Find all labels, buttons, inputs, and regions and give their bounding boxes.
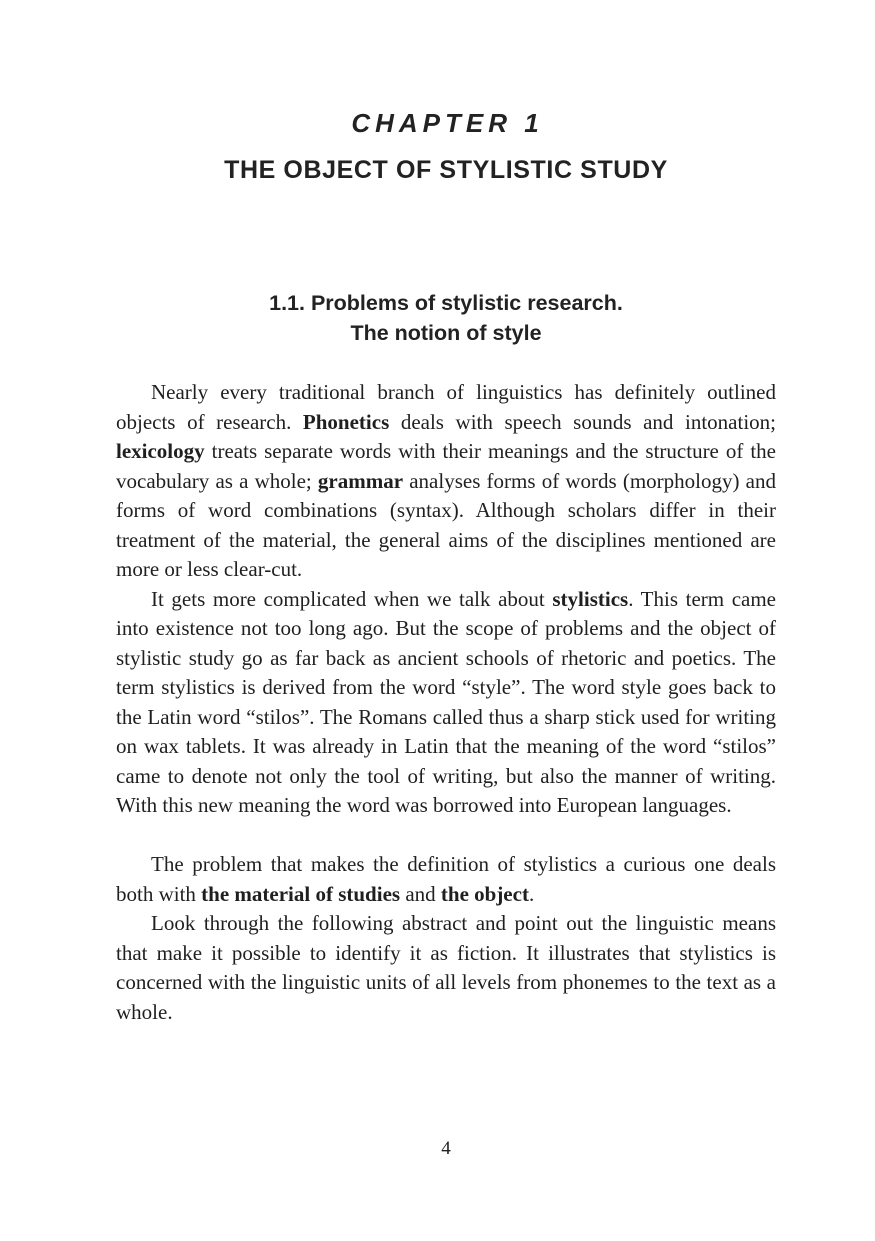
paragraph-1 xyxy=(116,378,776,585)
text-run: Look through the following abstract and point out the linguistic means that make it possible to identify it as fiction. It illustrates that stylistics is concerned with the linguistic units of all levels from phonemes to the text as a whole. xyxy=(116,911,776,1024)
chapter-title: THE OBJECT OF STYLISTIC STUDY xyxy=(224,156,668,184)
body-text xyxy=(116,378,776,1027)
term-the-object: the object xyxy=(440,881,529,906)
chapter-label: CHAPTER 1 xyxy=(351,108,544,138)
term-lexicology: lexicology xyxy=(116,439,205,463)
section-heading xyxy=(0,288,875,348)
term-stylistics: stylistics xyxy=(552,586,629,611)
paragraph-3 xyxy=(116,850,776,909)
text-run: treats separate words with their meanings and the structure of the vocabulary as a whole; xyxy=(116,439,776,493)
term-material-of-studies: the material of studies xyxy=(201,881,401,906)
text-run: deals with speech sounds and intonation; xyxy=(389,409,777,434)
page-number: 4 xyxy=(441,1138,451,1159)
text-run: Nearly every traditional branch of linguistics has definitely outlined objects of research. xyxy=(116,380,776,434)
text-run: . This term came into existence not too long ago. But the scope of problems and the object of stylistic study go as far back as ancient schools of rhetoric and poetics. The term stylistics is derived from the word “style”. The word style goes back to the Latin word “stilos”. The Romans called thus a sharp stick used for writing on wax tablets. It was already in Latin that the meaning of the word “stilos” came to denote not only the tool of writing, but also the manner of writing. With this new meaning the word was borrowed into European languages. xyxy=(116,586,776,817)
text-run: It gets more complicated when we talk about xyxy=(151,586,553,611)
text-run: . xyxy=(528,881,535,906)
term-phonetics: Phonetics xyxy=(302,409,390,434)
paragraph-2 xyxy=(116,585,776,821)
term-grammar: grammar xyxy=(317,468,404,493)
text-run: The problem that makes the definition of stylistics a curious one deals both with xyxy=(116,852,776,906)
section-heading-line-2: The notion of style xyxy=(350,321,542,345)
text-run: and xyxy=(400,881,441,906)
paragraph-4 xyxy=(116,909,776,1027)
section-heading-line-1: 1.1. Problems of stylistic research. xyxy=(269,291,623,315)
text-run: analyses forms of words (morphology) and forms of word combinations (syntax). Although scholars differ in their treatment of the material, the general aims of the disciplines mentioned are more or less clear-cut. xyxy=(116,468,776,581)
